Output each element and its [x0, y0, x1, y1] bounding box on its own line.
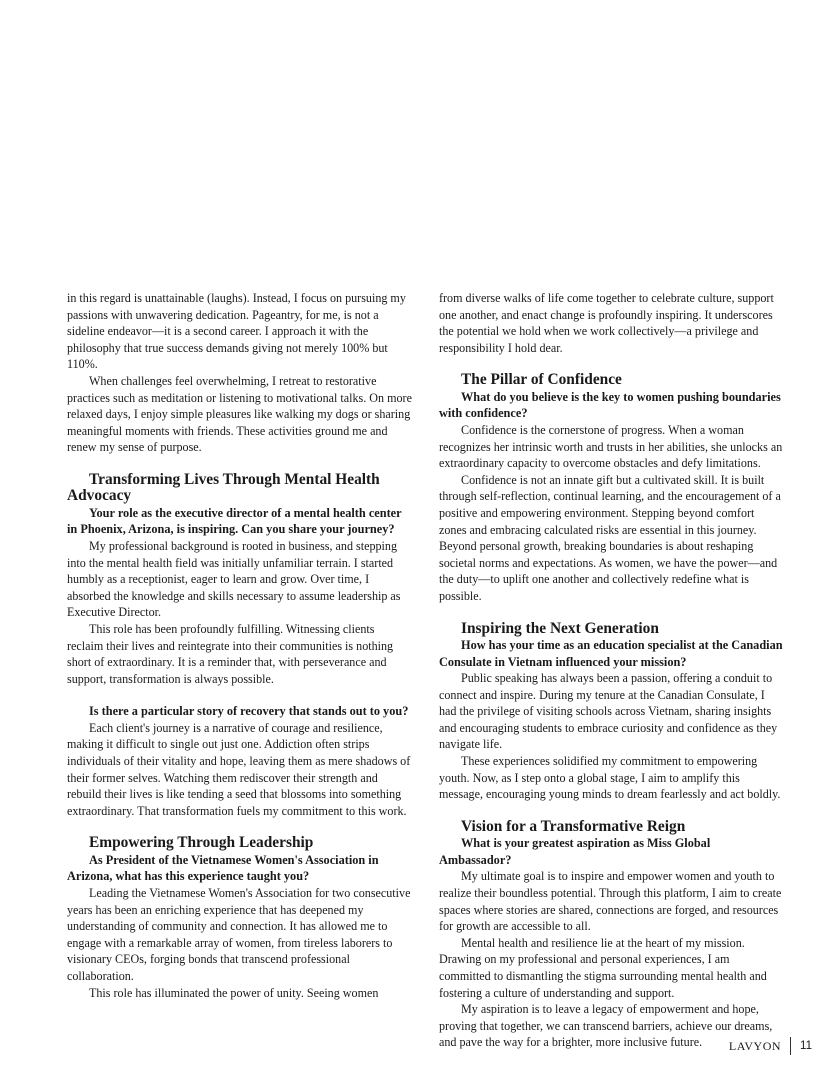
- paragraph: My professional background is rooted in business, and stepping into the mental health field was initially unfamiliar terrain. I started humbly as a receptionist, eager to learn and grow. Over time, I absorbed the knowledge and skills necessary to assume leadership as Executive Director.: [67, 538, 401, 620]
- paragraph: Public speaking has always been a passion, offering a conduit to connect and inspire. During my tenure at the Canadian Consulate, I had the privilege of visiting schools across Vietnam, sharing insights and encouraging students to embrace curiosity and confidence as they navigate life.: [439, 671, 778, 752]
- section-heading: Vision for a Transformative Reign: [461, 817, 686, 835]
- question: How has your time as an education specialist at the Canadian Consulate in Vietnam influenced your mission?: [439, 637, 783, 669]
- footer-divider: [790, 1037, 791, 1055]
- page-number: 11: [800, 1040, 812, 1052]
- question: What do you believe is the key to women pushing boundaries with confidence?: [439, 389, 781, 421]
- paragraph: in this regard is unattainable (laughs). Instead, I focus on pursuing my passions with unwavering dedication. Pageantry, for me, is not a sideline endeavor—it is a second career. I approach it with the philosophy that true success demands giving not merely 100% but 110%.: [67, 291, 406, 372]
- paragraph: When challenges feel overwhelming, I retreat to restorative practices such as meditation or listening to motivational talks. On more relaxed days, I enjoy simple pleasures like walking my dogs or sharing meaningful moments with friends. These activities ground me and renew my sense of purpose.: [67, 373, 412, 455]
- question: Your role as the executive director of a mental health center in Phoenix, Arizona, is inspiring. Can you share your journey?: [67, 505, 402, 537]
- paragraph: from diverse walks of life come together to celebrate culture, support one another, and enact change is profoundly inspiring. It underscores the potential we hold when we work collectively—a privilege and responsibility I hold dear.: [439, 291, 774, 355]
- page-footer: [729, 1037, 812, 1055]
- question: What is your greatest aspiration as Miss Global Ambassador?: [439, 836, 711, 867]
- paragraph: This role has been profoundly fulfilling. Witnessing clients reclaim their lives and reintegrate into their communities is nothing short of extraordinary. It is a reminder that, with perseverance and support, transformation is always possible.: [67, 621, 394, 686]
- section-heading: The Pillar of Confidence: [461, 371, 622, 389]
- section-heading: Transforming Lives Through Mental Health Advocacy: [67, 470, 380, 505]
- left-column: [67, 290, 412, 1001]
- magazine-brand: LAVYON: [728, 1038, 782, 1053]
- paragraph: This role has illuminated the power of unity. Seeing women: [89, 985, 379, 1000]
- question: Is there a particular story of recovery that stands out to you?: [89, 704, 409, 719]
- section-heading: Inspiring the Next Generation: [461, 619, 659, 637]
- paragraph: My aspiration is to leave a legacy of empowerment and hope, proving that together, we can transcend barriers, achieve our dreams, and pave the way for a brighter, more inclusive future.: [439, 1002, 773, 1050]
- section-heading: Empowering Through Leadership: [89, 834, 314, 852]
- paragraph: Leading the Vietnamese Women's Association for two consecutive years has been an enriching experience that has deepened my understanding of community and connection. It has allowed me to engage with a remarkable array of women, from tireless laborers to visionary CEOs, forging bonds that transcend professional collaboration.: [67, 886, 411, 983]
- paragraph: Mental health and resilience lie at the heart of my mission. Drawing on my professional and personal experiences, I am committed to dismantling the stigma surrounding mental health and fostering a culture of understanding and support.: [439, 935, 767, 1000]
- right-column: [439, 290, 784, 1051]
- question: As President of the Vietnamese Women's Association in Arizona, what has this experience taught you?: [67, 852, 379, 884]
- paragraph: Confidence is not an innate gift but a cultivated skill. It is built through self-reflection, continual learning, and the encouragement of a positive and empowering environment. Stepping beyond comfort zones and embracing calculated risks are essential in this journey. Beyond personal growth, breaking boundaries is about reshaping societal norms and expectations. As women, we have the power—and the duty—to uplift one another and collectively redefine what is possible.: [439, 472, 781, 603]
- paragraph: My ultimate goal is to inspire and empower women and youth to realize their boundless potential. Through this platform, I aim to create spaces where stories are shared, connections are forged, and resources for growth are accessible to all.: [439, 869, 782, 934]
- paragraph: These experiences solidified my commitment to empowering youth. Now, as I step onto a global stage, I aim to amplify this message, encouraging young minds to dream fearlessly and act boldly.: [439, 754, 781, 802]
- paragraph: Each client's journey is a narrative of courage and resilience, making it difficult to single out just one. Addiction often strips individuals of their vitality and hope, leaving them as mere shadows of their former selves. Watching them rediscover their strength and rebuild their lives is like tending a seed that blossoms into something extraordinary. That transformation fuels my commitment to this work.: [67, 720, 411, 818]
- paragraph: Confidence is the cornerstone of progress. When a woman recognizes her intrinsic worth and trusts in her abilities, she unlocks an extraordinary capacity to overcome obstacles and defy limitations.: [439, 422, 783, 471]
